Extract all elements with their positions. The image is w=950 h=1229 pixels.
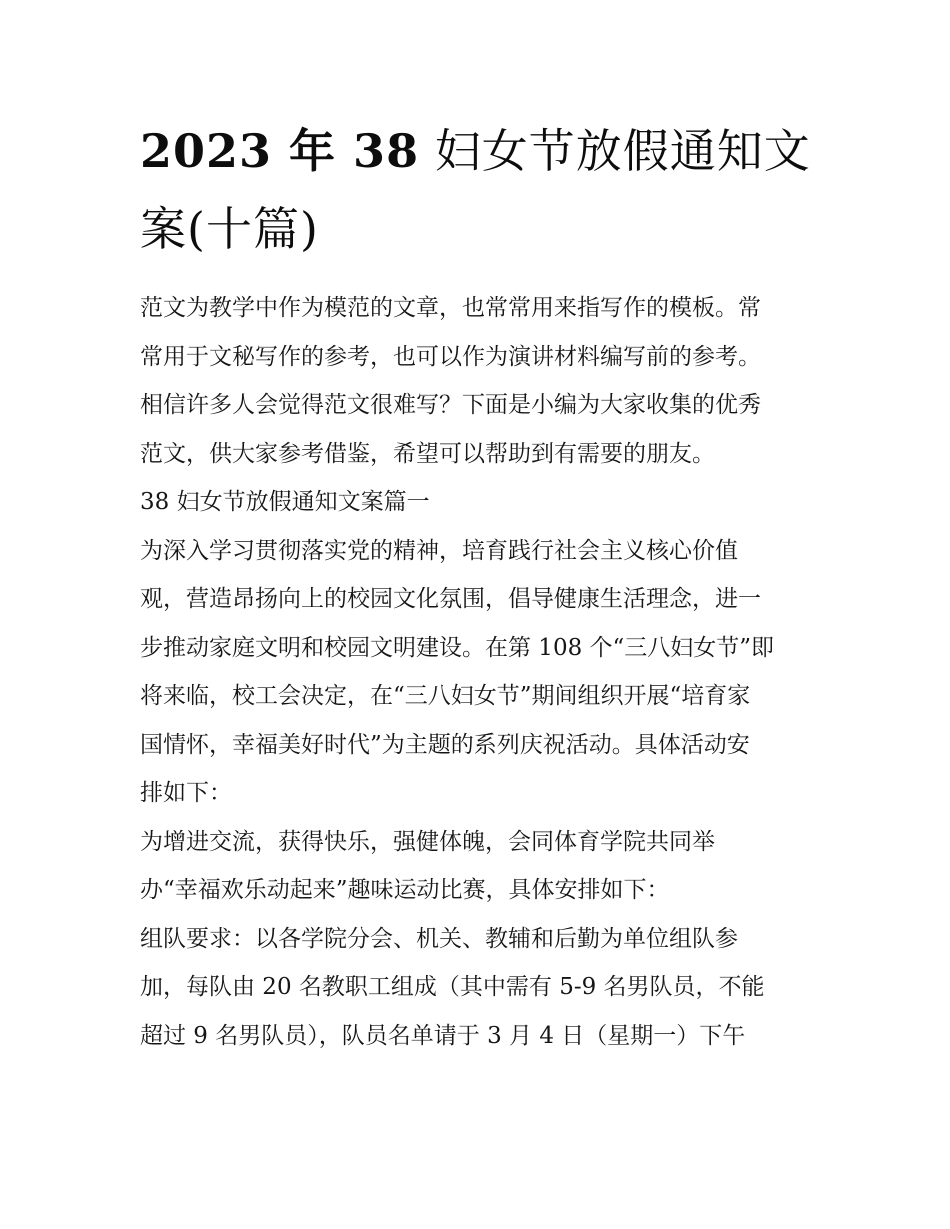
intro-paragraph — [140, 284, 820, 478]
purpose-paragraph — [140, 527, 820, 818]
text-line: 加，每队由 20 名教职工组成（其中需有 5-9 名男队员，不能 — [140, 974, 765, 1000]
text-line: 将来临，校工会决定，在“三八妇女节”期间组织开展“培育家 — [140, 683, 751, 709]
document-title — [140, 112, 820, 268]
title-line-2: 案(十篇) — [140, 202, 319, 256]
team-requirements-paragraph — [140, 915, 820, 1061]
title-lead: 2023 年 38 — [140, 124, 420, 178]
text-line: 相信许多人会觉得范文很难写？下面是小编为大家收集的优秀 — [140, 392, 761, 418]
text-line: 排如下： — [140, 780, 232, 806]
section-heading — [140, 478, 820, 527]
text-line: 超过 9 名男队员），队员名单请于 3 月 4 日（星期一）下午 — [140, 1022, 746, 1049]
text-line: 观，营造昂扬向上的校园文化氛围，倡导健康生活理念，进一 — [140, 586, 761, 612]
title-rest: 妇女节放假通知文 — [419, 124, 811, 178]
text-line: 范文，供大家参考借鉴，希望可以帮助到有需要的朋友。 — [140, 440, 715, 467]
text-line: 步推动家庭文明和校园文明建设。在第 108 个“三八妇女节”即 — [140, 634, 775, 661]
text-line: 范文为教学中作为模范的文章，也常常用来指写作的模板。常 — [140, 295, 761, 321]
text-line: 国情怀，幸福美好时代”为主题的系列庆祝活动。具体活动安 — [140, 731, 750, 758]
text-line: 常用于文秘写作的参考，也可以作为演讲材料编写前的参考。 — [140, 343, 761, 370]
text-line: 组队要求：以各学院分会、机关、教辅和后勤为单位组队参 — [140, 925, 738, 952]
document-content — [140, 112, 820, 1060]
event-paragraph — [140, 818, 820, 915]
title-line-1 — [140, 112, 820, 190]
section-heading-text: 38 妇女节放假通知文案篇一 — [140, 489, 430, 515]
text-line: 为深入学习贯彻落实党的精神，培育践行社会主义核心价值 — [140, 537, 738, 564]
document-body — [140, 284, 820, 1060]
text-line: 为增进交流，获得快乐，强健体魄，会同体育学院共同举 — [140, 828, 715, 855]
text-line: 办“幸福欢乐动起来”趣味运动比赛，具体安排如下： — [140, 877, 670, 903]
